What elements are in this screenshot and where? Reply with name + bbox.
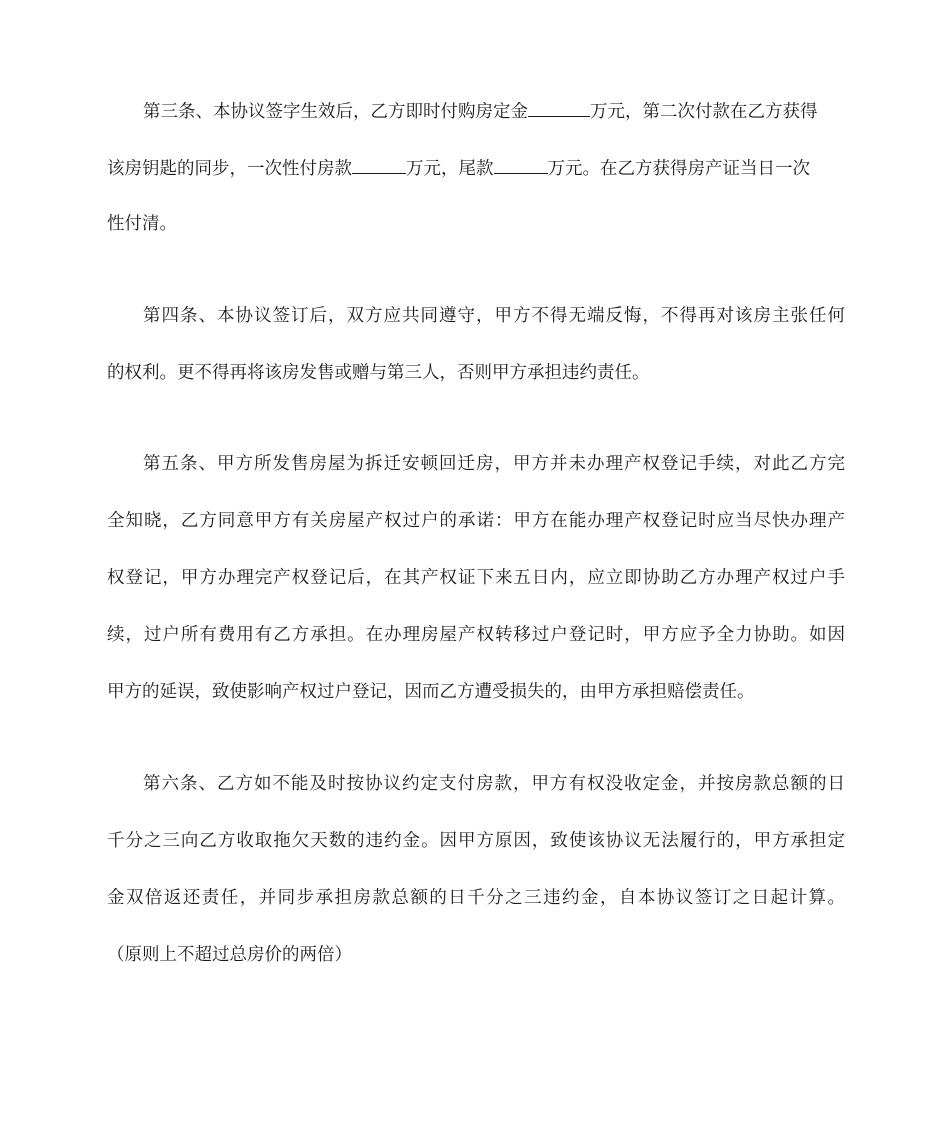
clause-5-line-5: 甲方的延误，致使影响产权过户登记，因而乙方遭受损失的，由甲方承担赔偿责任。 [107,682,755,702]
clause-3-line-3 [107,210,845,238]
payment-amount-blank [352,153,406,174]
clause-6-line-1: 第六条、乙方如不能及时按协议约定支付房款，甲方有权没收定金，并按房款总额的日 [143,774,845,794]
clause-5-line-2: 全知晓，乙方同意甲方有关房屋产权过户的承诺：甲方在能办理产权登记时应当尽快办理产 [107,511,845,531]
clause-3-text-c: 该房钥匙的同步，一次性付房款 [107,159,352,179]
deposit-amount-blank [528,96,590,117]
clause-6-line-2: 千分之三向乙方收取拖欠天数的违约金。因甲方原因，致使该协议无法履行的，甲方承担定 [107,831,845,851]
clause-3-text-e: 万元。在乙方获得房产证当日一次 [547,159,810,179]
clause-4-line-2: 的权利。更不得再将该房发售或赠与第三人，否则甲方承担违约责任。 [107,363,650,383]
clause-3-text-d: 万元，尾款 [406,159,494,179]
clause-3-line-1 [107,96,845,124]
clause-5-line-1: 第五条、甲方所发售房屋为拆迁安顿回迁房，甲方并未办理产权登记手续，对此乙方完 [143,454,845,474]
clause-6-line-4: （原则上不超过总房价的两倍） [107,945,352,965]
clause-5-line-4: 续，过户所有费用有乙方承担。在办理房屋产权转移过户登记时，甲方应予全力协助。如因 [107,625,845,645]
clause-6-line-3: 金双倍返还责任，并同步承担房款总额的日千分之三违约金，自本协议签订之日起计算。 [107,888,845,908]
clause-5-line-3: 权登记，甲方办理完产权登记后，在其产权证下来五日内，应立即协助乙方办理产权过户手 [107,568,845,588]
clause-4-line-1: 第四条、本协议签订后，双方应共同遵守，甲方不得无端反悔，不得再对该房主张任何 [143,306,845,326]
clause-3-text-b: 万元，第二次付款在乙方获得 [590,102,818,122]
clause-3-text-a: 第三条、本协议签字生效后，乙方即时付购房定金 [143,102,528,122]
final-payment-blank [494,153,548,174]
clause-3-text-f: 性付清。 [107,214,177,234]
clause-3-line-2 [107,153,845,181]
